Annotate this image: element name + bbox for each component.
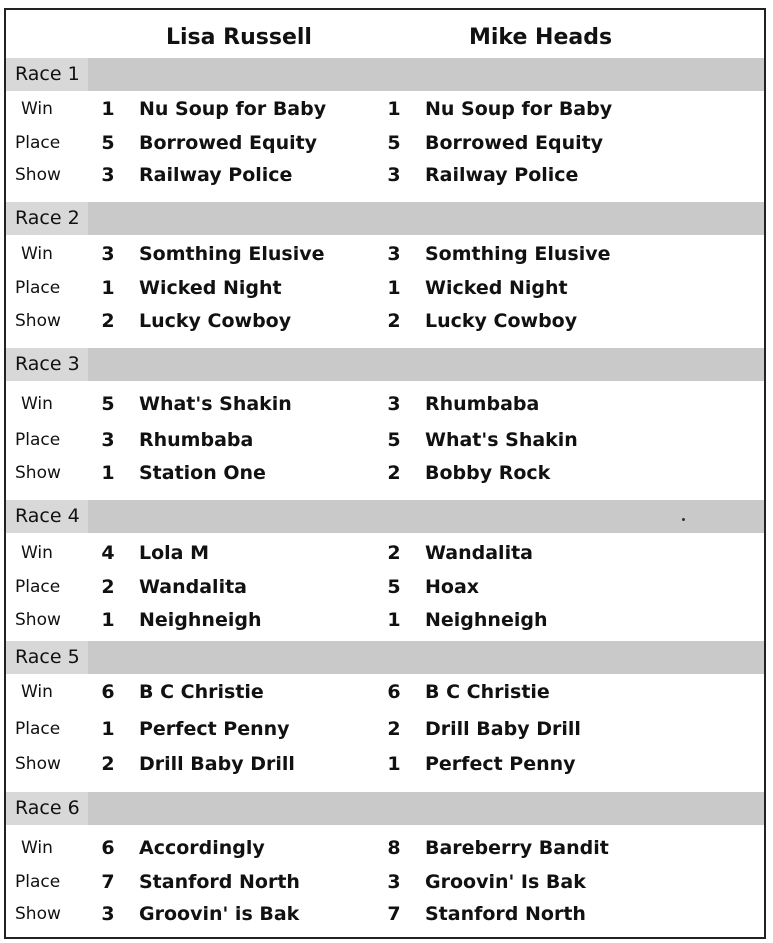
- lisa-horse-number: 3: [101, 429, 115, 451]
- race-label: Race 1: [6, 58, 88, 91]
- pick-row: [6, 676, 764, 709]
- mike-horse-name: Somthing Elusive: [425, 243, 611, 265]
- lisa-horse-number: 1: [101, 609, 115, 631]
- pick-row: [6, 159, 764, 192]
- pick-row: [6, 713, 764, 746]
- finish-position-label: Win: [21, 682, 53, 702]
- finish-position-label: Show: [15, 165, 61, 185]
- finish-position-label: Show: [15, 904, 61, 924]
- finish-position-label: Place: [15, 133, 61, 153]
- finish-position-label: Place: [15, 577, 61, 597]
- pick-row: [6, 424, 764, 457]
- mike-horse-name: Borrowed Equity: [425, 132, 604, 154]
- lisa-horse-name: Wandalita: [139, 576, 247, 598]
- lisa-horse-name: What's Shakin: [139, 393, 292, 415]
- mike-horse-name: Bobby Rock: [425, 462, 551, 484]
- finish-position-label: Show: [15, 311, 61, 331]
- mike-horse-number: 3: [387, 243, 401, 265]
- pick-row: [6, 388, 764, 421]
- mike-horse-name: Railway Police: [425, 164, 579, 186]
- lisa-horse-name: Stanford North: [139, 871, 300, 893]
- mike-horse-number: 1: [387, 753, 401, 775]
- lisa-horse-name: Drill Baby Drill: [139, 753, 295, 775]
- finish-position-label: Place: [15, 719, 61, 739]
- mike-horse-number: 5: [387, 429, 401, 451]
- finish-position-label: Place: [15, 278, 61, 298]
- mike-horse-number: 2: [387, 310, 401, 332]
- lisa-horse-name: Somthing Elusive: [139, 243, 325, 265]
- lisa-horse-name: Lola M: [139, 542, 210, 564]
- finish-position-label: Show: [15, 463, 61, 483]
- race-header-bar: [6, 348, 764, 381]
- lisa-horse-name: Borrowed Equity: [139, 132, 318, 154]
- pick-row: [6, 305, 764, 338]
- race-label: Race 6: [6, 792, 88, 825]
- pick-row: [6, 457, 764, 490]
- mike-horse-number: 5: [387, 132, 401, 154]
- lisa-horse-number: 5: [101, 132, 115, 154]
- lisa-horse-name: Perfect Penny: [139, 718, 290, 740]
- pick-row: [6, 832, 764, 865]
- race-label: Race 5: [6, 641, 88, 674]
- mike-horse-number: 1: [387, 98, 401, 120]
- picks-table: [4, 8, 766, 939]
- pick-row: [6, 93, 764, 126]
- lisa-horse-name: Railway Police: [139, 164, 293, 186]
- mike-horse-name: Lucky Cowboy: [425, 310, 578, 332]
- mike-horse-number: 2: [387, 462, 401, 484]
- race-header-bar: [6, 500, 764, 533]
- stray-dot: [682, 518, 685, 521]
- finish-position-label: Place: [15, 430, 61, 450]
- finish-position-label: Win: [21, 99, 53, 119]
- lisa-horse-number: 6: [101, 681, 115, 703]
- mike-horse-number: 5: [387, 576, 401, 598]
- race-header-bar: [6, 641, 764, 674]
- mike-horse-number: 8: [387, 837, 401, 859]
- mike-horse-name: Perfect Penny: [425, 753, 576, 775]
- finish-position-label: Win: [21, 543, 53, 563]
- mike-horse-name: Rhumbaba: [425, 393, 540, 415]
- lisa-horse-name: Rhumbaba: [139, 429, 254, 451]
- lisa-horse-number: 4: [101, 542, 115, 564]
- lisa-horse-number: 6: [101, 837, 115, 859]
- mike-horse-number: 7: [387, 903, 401, 925]
- mike-horse-name: Wicked Night: [425, 277, 568, 299]
- lisa-horse-number: 7: [101, 871, 115, 893]
- pick-row: [6, 571, 764, 604]
- lisa-horse-name: Station One: [139, 462, 266, 484]
- lisa-horse-name: Wicked Night: [139, 277, 282, 299]
- lisa-horse-name: Groovin' is Bak: [139, 903, 300, 925]
- mike-horse-number: 3: [387, 164, 401, 186]
- mike-horse-number: 6: [387, 681, 401, 703]
- lisa-horse-name: B C Christie: [139, 681, 264, 703]
- finish-position-label: Win: [21, 394, 53, 414]
- lisa-horse-number: 3: [101, 164, 115, 186]
- lisa-horse-number: 1: [101, 462, 115, 484]
- lisa-horse-number: 1: [101, 277, 115, 299]
- finish-position-label: Win: [21, 244, 53, 264]
- lisa-horse-number: 3: [101, 903, 115, 925]
- mike-horse-name: Groovin' Is Bak: [425, 871, 586, 893]
- mike-horse-name: Bareberry Bandit: [425, 837, 609, 859]
- race-label: Race 4: [6, 500, 88, 533]
- pick-row: [6, 604, 764, 637]
- column-header-mike-heads: Mike Heads: [469, 25, 613, 50]
- pick-row: [6, 238, 764, 271]
- mike-horse-name: Nu Soup for Baby: [425, 98, 613, 120]
- mike-horse-number: 2: [387, 542, 401, 564]
- pick-row: [6, 127, 764, 160]
- column-header-lisa-russell: Lisa Russell: [166, 25, 312, 50]
- finish-position-label: Place: [15, 872, 61, 892]
- finish-position-label: Win: [21, 838, 53, 858]
- lisa-horse-number: 5: [101, 393, 115, 415]
- race-header-bar: [6, 792, 764, 825]
- pick-row: [6, 866, 764, 899]
- mike-horse-number: 3: [387, 871, 401, 893]
- race-header-bar: [6, 58, 764, 91]
- mike-horse-name: Wandalita: [425, 542, 533, 564]
- finish-position-label: Show: [15, 754, 61, 774]
- pick-row: [6, 748, 764, 781]
- pick-row: [6, 898, 764, 931]
- mike-horse-number: 1: [387, 609, 401, 631]
- lisa-horse-number: 2: [101, 753, 115, 775]
- mike-horse-name: Hoax: [425, 576, 480, 598]
- lisa-horse-number: 2: [101, 310, 115, 332]
- lisa-horse-number: 3: [101, 243, 115, 265]
- finish-position-label: Show: [15, 610, 61, 630]
- lisa-horse-number: 1: [101, 718, 115, 740]
- pick-row: [6, 272, 764, 305]
- mike-horse-name: What's Shakin: [425, 429, 578, 451]
- lisa-horse-name: Nu Soup for Baby: [139, 98, 327, 120]
- lisa-horse-number: 2: [101, 576, 115, 598]
- lisa-horse-name: Accordingly: [139, 837, 265, 859]
- race-label: Race 3: [6, 348, 88, 381]
- mike-horse-name: Neighneigh: [425, 609, 548, 631]
- lisa-horse-name: Lucky Cowboy: [139, 310, 292, 332]
- mike-horse-number: 3: [387, 393, 401, 415]
- mike-horse-number: 2: [387, 718, 401, 740]
- mike-horse-name: B C Christie: [425, 681, 550, 703]
- mike-horse-name: Drill Baby Drill: [425, 718, 581, 740]
- race-label: Race 2: [6, 202, 88, 235]
- lisa-horse-number: 1: [101, 98, 115, 120]
- mike-horse-name: Stanford North: [425, 903, 586, 925]
- lisa-horse-name: Neighneigh: [139, 609, 262, 631]
- mike-horse-number: 1: [387, 277, 401, 299]
- race-header-bar: [6, 202, 764, 235]
- pick-row: [6, 537, 764, 570]
